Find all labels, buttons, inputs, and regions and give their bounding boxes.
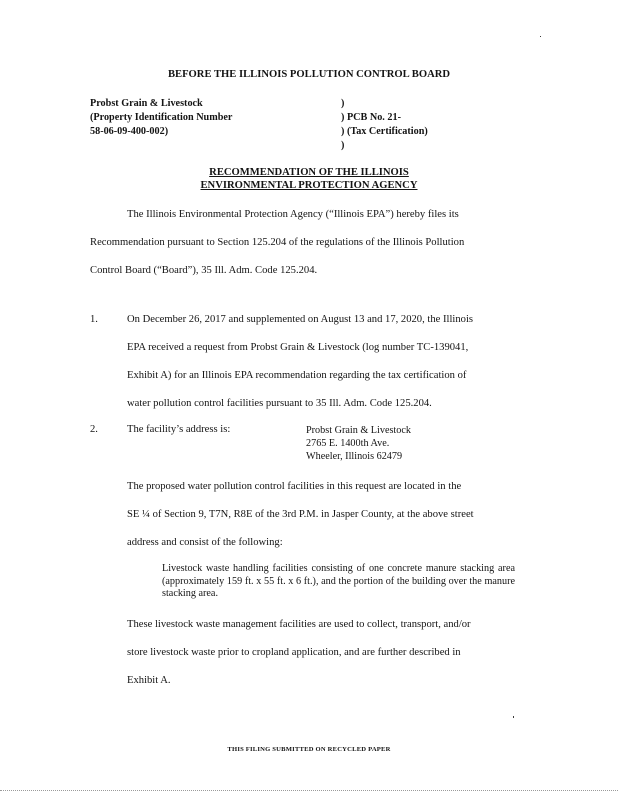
caption-line: ) PCB No. 21- [341,112,401,123]
recommendation-title [0,166,618,192]
recycled-paper-footer: THIS FILING SUBMITTED ON RECYCLED PAPER [227,746,391,753]
caption-line: Probst Grain & Livestock [90,98,203,109]
caption-line: ) [341,140,345,151]
item-number: 1. [90,314,98,325]
scan-speck [513,716,514,718]
recommendation-title-line: ENVIRONMENTAL PROTECTION AGENCY [200,180,418,191]
address-line: Probst Grain & Livestock [306,425,411,436]
item2-closing-line: Exhibit A. [127,675,171,686]
scan-edge-line [0,790,618,792]
facility-description-quote: Livestock waste handling facilities consisting of one concrete manure stacking area (approximately 159 ft. x 55 ft. x 6 ft.), and the portion of the building over the manure stacking area. [162,563,515,599]
document-title: BEFORE THE ILLINOIS POLLUTION CONTROL BOARD [167,69,451,80]
intro-line: Control Board (“Board”), 35 Ill. Adm. Code 125.204. [90,265,318,276]
caption-line: (Property Identification Number [90,112,233,123]
address-label: The facility’s address is: [127,424,231,435]
caption-line: ) [341,98,345,109]
item2-closing-line: These livestock waste management facilities are used to collect, transport, and/or [127,619,471,630]
item1-line: water pollution control facilities pursuant to 35 Ill. Adm. Code 125.204. [127,398,432,409]
address-line: 2765 E. 1400th Ave. [306,438,390,449]
item2-line: address and consist of the following: [127,537,283,548]
item2-line: The proposed water pollution control facilities in this request are located in the [127,481,462,492]
item1-line: Exhibit A) for an Illinois EPA recommendation regarding the tax certification of [127,370,467,381]
item-number: 2. [90,424,98,435]
caption-line: ) (Tax Certification) [341,126,428,137]
caption-line: 58-06-09-400-002) [90,126,169,137]
intro-line: Recommendation pursuant to Section 125.204 of the regulations of the Illinois Pollution [90,237,465,248]
item1-line: On December 26, 2017 and supplemented on August 13 and 17, 2020, the Illinois [127,314,474,325]
address-line: Wheeler, Illinois 62479 [306,451,403,462]
item2-closing-line: store livestock waste prior to cropland application, and are further described in [127,647,461,658]
caption-case-number [341,97,428,153]
facility-address [306,424,411,463]
caption-party [90,97,232,139]
item2-line: SE ¼ of Section 9, T7N, R8E of the 3rd P.M. in Jasper County, at the above street [127,509,474,520]
scan-speck [540,36,541,37]
intro-line: The Illinois Environmental Protection Agency (“Illinois EPA”) hereby files its [127,209,459,220]
item1-line: EPA received a request from Probst Grain & Livestock (log number TC-139041, [127,342,469,353]
recommendation-title-line: RECOMMENDATION OF THE ILLINOIS [209,167,409,178]
